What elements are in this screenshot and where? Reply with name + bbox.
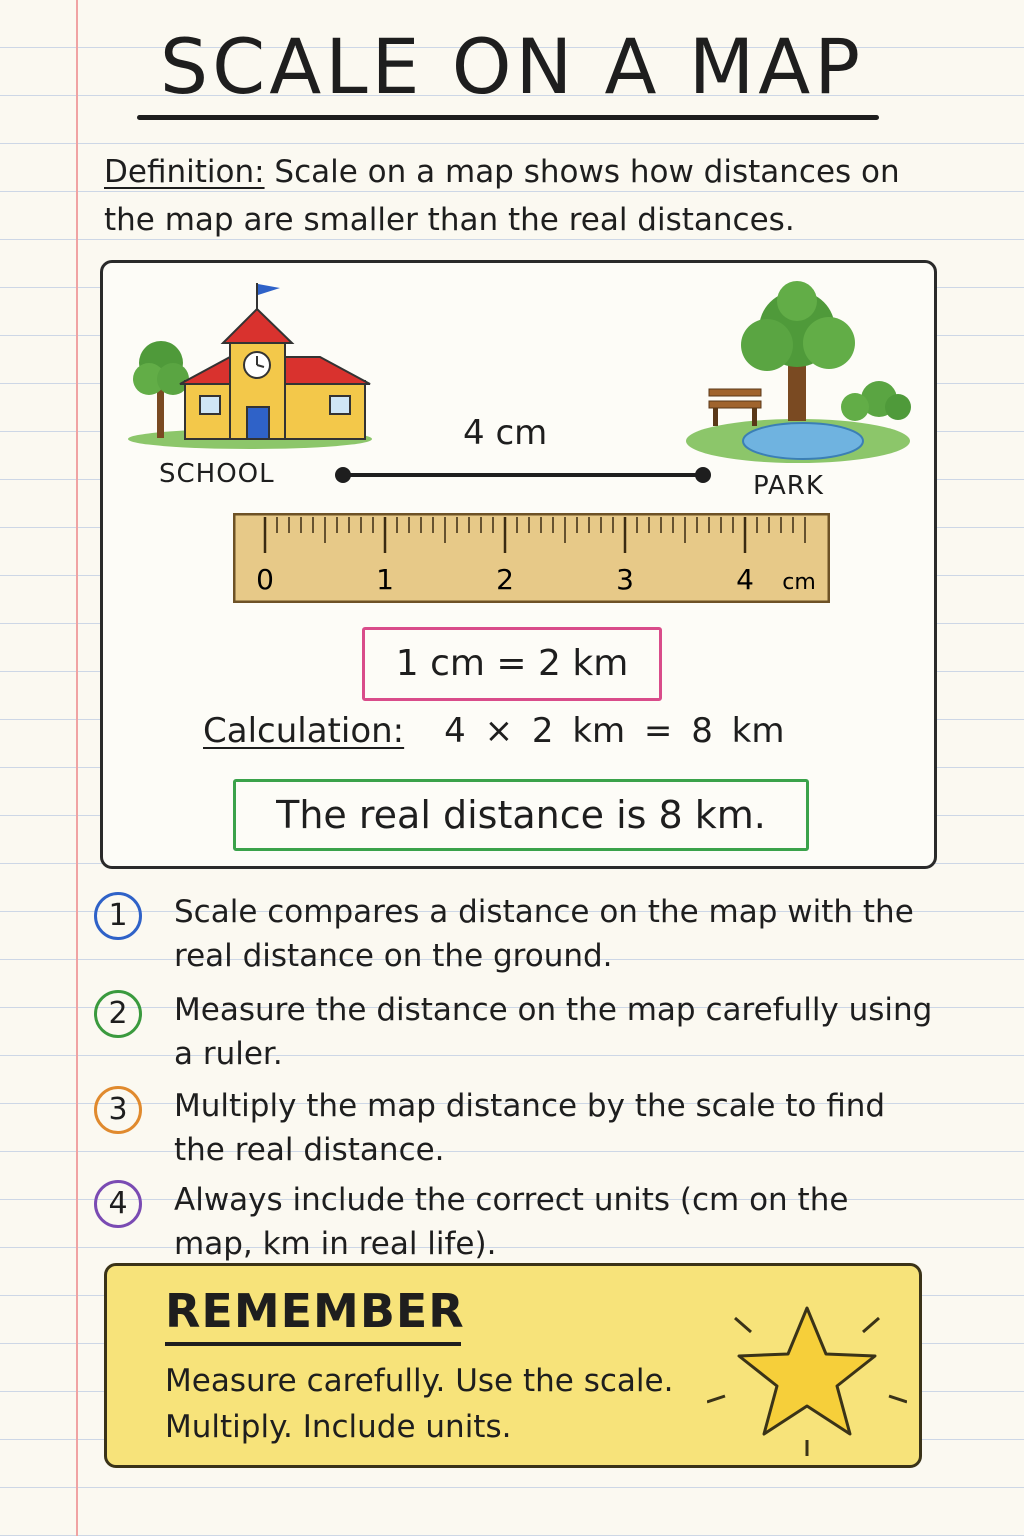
remember-title: REMEMBER bbox=[165, 1284, 465, 1338]
school-icon bbox=[125, 281, 375, 451]
step-number-badge: 4 bbox=[94, 1180, 142, 1228]
title-underline bbox=[137, 115, 879, 120]
notebook-margin-line bbox=[76, 0, 78, 1536]
ruler bbox=[233, 513, 830, 603]
park-label: PARK bbox=[753, 471, 824, 501]
remember-text: Measure carefully. Use the scale. Multiply. Include units. bbox=[165, 1363, 674, 1445]
calculation-expression: 4 × 2 km = 8 km bbox=[444, 711, 785, 751]
ruler-tick-label: 3 bbox=[616, 563, 634, 596]
step-number-badge: 1 bbox=[94, 892, 142, 940]
definition bbox=[104, 148, 934, 244]
calculation-label: Calculation: bbox=[203, 711, 405, 751]
school-label: SCHOOL bbox=[159, 459, 275, 489]
ruler-unit-label: cm bbox=[782, 570, 816, 595]
map-distance-label: 4 cm bbox=[463, 413, 548, 453]
page-title: SCALE ON A MAP bbox=[159, 22, 865, 111]
step-text: Measure the distance on the map carefully using a ruler. bbox=[174, 992, 933, 1072]
ruler-tick-label: 4 bbox=[736, 563, 754, 596]
step-text: Multiply the map distance by the scale to find the real distance. bbox=[174, 1088, 886, 1168]
star-icon bbox=[707, 1286, 907, 1456]
ruler-tick-label: 0 bbox=[256, 563, 274, 596]
step-number-badge: 3 bbox=[94, 1086, 142, 1134]
scale-diagram-panel bbox=[100, 260, 937, 869]
result-box: The real distance is 8 km. bbox=[233, 779, 809, 851]
step-text: Scale compares a distance on the map with the real distance on the ground. bbox=[174, 894, 914, 974]
remember-box bbox=[104, 1263, 922, 1468]
scale-box: 1 cm = 2 km bbox=[362, 627, 662, 701]
definition-label: Definition: bbox=[104, 154, 265, 190]
ruler-tick-label: 2 bbox=[496, 563, 514, 596]
map-distance-line bbox=[333, 463, 713, 487]
calculation bbox=[203, 711, 784, 751]
park-icon bbox=[683, 281, 913, 471]
remember-title-underline bbox=[165, 1342, 461, 1346]
step-number-badge: 2 bbox=[94, 990, 142, 1038]
ruler-tick-label: 1 bbox=[376, 563, 394, 596]
definition-text: Scale on a map shows how distances on the map are smaller than the real distances. bbox=[104, 154, 900, 238]
step-text: Always include the correct units (cm on the map, km in real life). bbox=[174, 1182, 849, 1262]
